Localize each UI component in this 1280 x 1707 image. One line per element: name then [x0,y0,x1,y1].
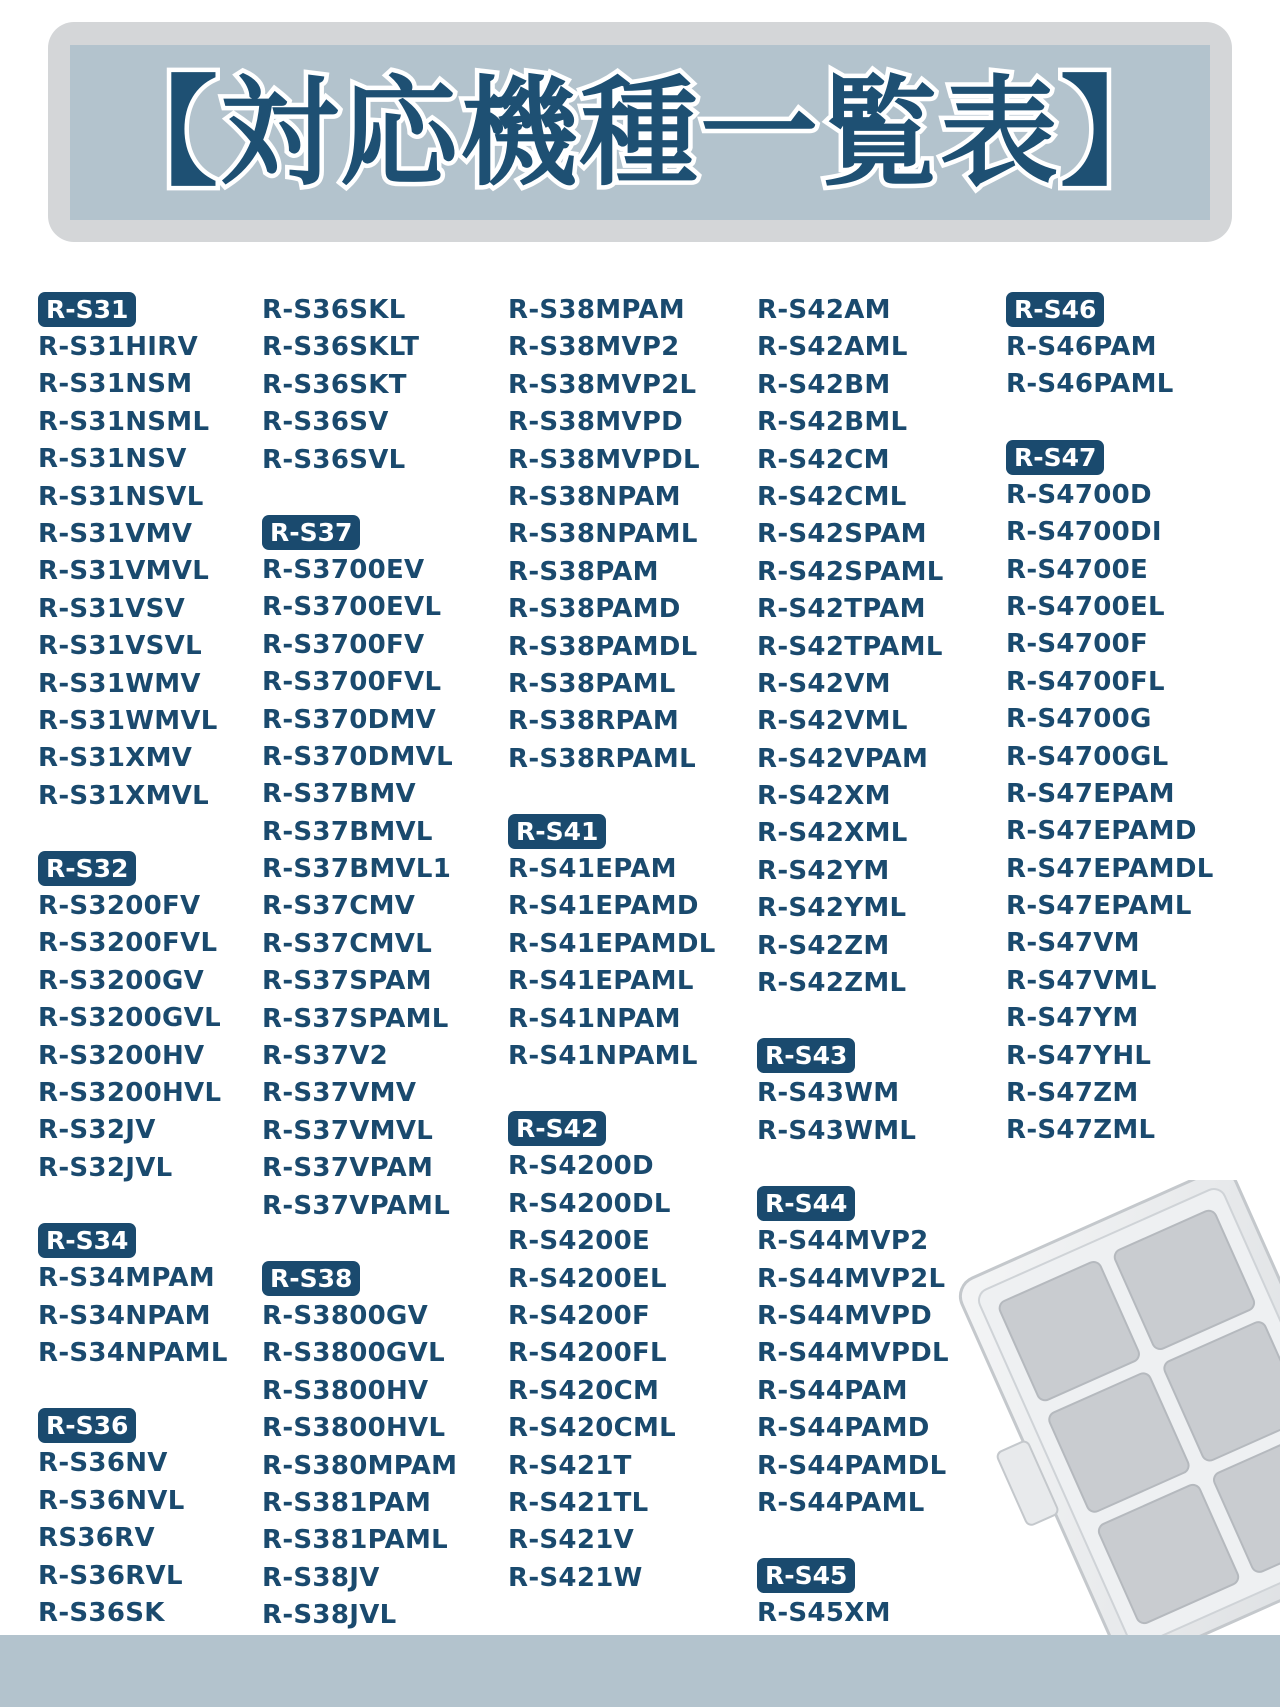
model-item: R-S4200D [508,1151,654,1182]
model-item: R-S381PAML [262,1525,449,1556]
model-item: R-S34NPAML [38,1337,228,1368]
model-item: R-S42VML [757,706,908,737]
model-item: R-S36NVL [38,1485,185,1516]
model-item: R-S42XML [757,818,908,849]
model-item: R-S420CML [508,1413,677,1444]
model-item: R-S42TPAM [757,594,926,625]
model-item: R-S31WMVL [38,705,218,736]
model-group [262,292,457,479]
model-item: R-S46PAM [1006,332,1157,362]
model-group [38,851,228,1187]
model-item: R-S421TL [508,1487,649,1518]
model-group [262,515,457,1225]
series-badge: R-S31 [38,292,136,327]
model-item: R-S38MVPD [508,407,684,438]
model-item: R-S44MVPD [757,1300,933,1331]
model-item: R-S38JVL [262,1600,397,1631]
model-item: R-S421W [508,1562,643,1593]
model-item: R-S37V2 [262,1041,389,1072]
model-item: R-S47YHL [1006,1040,1152,1071]
model-item: R-S37CMV [262,891,416,922]
model-item: R-S3700EV [262,554,425,585]
model-item: R-S4200EL [508,1263,667,1294]
model-item: R-S4700G [1006,704,1152,735]
model-item: R-S4200DL [508,1188,671,1219]
series-badge: R-S37 [262,515,360,550]
model-item: R-S370DMV [262,704,437,735]
model-item: R-S31NSVL [38,481,204,512]
model-item: R-S3800HVL [262,1413,446,1444]
model-item: R-S36SKT [262,369,407,400]
model-item: R-S41EPAMD [508,891,699,922]
model-item: R-S42VM [757,668,891,699]
column-3 [508,292,716,1633]
model-item: R-S42SPAML [757,556,944,587]
model-group [262,1261,457,1635]
model-item: R-S3800GVL [262,1338,445,1369]
model-item: R-S37VPAML [262,1190,451,1221]
model-item: R-S31VSVL [38,631,202,662]
series-badge: R-S36 [38,1408,136,1443]
series-badge: R-S42 [508,1111,606,1146]
model-item: R-S31HIRV [38,332,198,362]
model-group [508,292,716,778]
model-item: R-S37BMVL1 [262,854,452,885]
model-item: R-S36SVL [262,444,406,475]
model-group [757,1186,949,1522]
water-filter-cartridge-image [945,1180,1280,1635]
model-item: R-S38PAMDL [508,631,698,662]
model-item: R-S3200HV [38,1040,205,1071]
model-item: RS36RV [38,1523,155,1554]
model-item: R-S38MVP2L [508,369,697,400]
model-item: R-S46PAML [1006,369,1174,400]
model-group [38,1408,228,1632]
model-item: R-S4700D [1006,479,1152,510]
model-item: R-S34NPAM [38,1300,211,1331]
model-item: R-S41NPAM [508,1003,681,1034]
column-2 [262,292,457,1671]
model-item: R-S43WM [757,1078,900,1109]
model-item: R-S37SPAM [262,966,432,997]
bottom-band [0,1635,1280,1707]
model-item: R-S37VMV [262,1078,417,1109]
model-group [38,1223,228,1372]
model-item: R-S42ZM [757,930,890,961]
model-item: R-S34MPAM [38,1263,215,1294]
model-item: R-S36SV [262,407,389,438]
model-item: R-S3700FV [262,629,425,660]
model-item: R-S42CML [757,481,907,512]
model-group [757,292,949,1002]
model-item: R-S31WMV [38,668,201,699]
model-item: R-S31XMVL [38,780,210,811]
model-item: R-S44MVP2L [757,1263,946,1294]
model-item: R-S44PAMDL [757,1450,947,1481]
model-item: R-S421T [508,1450,632,1481]
model-item: R-S37BMVL [262,816,433,847]
model-item: R-S44PAM [757,1375,908,1406]
model-item: R-S3200FVL [38,928,218,959]
model-item: R-S47VM [1006,928,1140,959]
model-item: R-S44MVP2 [757,1226,929,1257]
model-item: R-S3200HVL [38,1078,222,1109]
model-item: R-S31NSM [38,369,193,400]
model-item: R-S47ZM [1006,1078,1139,1109]
model-item: R-S31VMVL [38,556,210,587]
model-item: R-S3800GV [262,1300,429,1331]
model-item: R-S4700GL [1006,741,1169,772]
model-item: R-S38NPAML [508,519,698,550]
model-item: R-S42BML [757,407,908,438]
model-item: R-S31VSV [38,593,186,624]
model-item: R-S37CMVL [262,928,433,959]
model-group [757,1038,949,1150]
model-item: R-S4700FL [1006,666,1165,697]
model-item: R-S4700EL [1006,591,1165,622]
model-item: R-S3200GV [38,965,205,996]
model-item: R-S421V [508,1525,635,1556]
model-item: R-S31VMV [38,518,193,549]
series-badge: R-S38 [262,1261,360,1296]
model-item: R-S42CM [757,444,890,475]
model-item: R-S42BM [757,369,891,400]
model-group [38,292,228,815]
model-item: R-S32JV [38,1115,156,1146]
model-item: R-S42SPAM [757,519,927,550]
model-item: R-S3800HV [262,1375,429,1406]
title-panel [70,45,1210,220]
series-badge: R-S41 [508,814,606,849]
series-badge: R-S32 [38,851,136,886]
model-item: R-S47VML [1006,965,1157,996]
model-item: R-S31NSV [38,444,187,475]
model-item: R-S38MVPDL [508,444,700,475]
model-item: R-S38JV [262,1562,380,1593]
series-badge: R-S34 [38,1223,136,1258]
model-item: R-S36NV [38,1448,168,1479]
model-item: R-S36SKLT [262,332,420,363]
model-item: R-S44PAMD [757,1413,930,1444]
model-item: R-S37VMVL [262,1115,434,1146]
model-item: R-S42YML [757,893,907,924]
model-item: R-S38RPAM [508,706,680,737]
model-item: R-S47EPAMDL [1006,853,1214,884]
model-item: R-S44PAML [757,1487,925,1518]
model-item: R-S3700FVL [262,667,442,698]
model-item: R-S31XMV [38,743,193,774]
model-item: R-S32JVL [38,1152,173,1183]
model-item: R-S38PAMD [508,594,681,625]
model-item: R-S47EPAMD [1006,816,1197,847]
model-item: R-S42XM [757,781,891,812]
model-item: R-S38PAML [508,668,676,699]
model-item: R-S37SPAML [262,1003,449,1034]
model-item: R-S38NPAM [508,481,681,512]
series-badge: R-S43 [757,1038,855,1073]
model-item: R-S43WML [757,1115,917,1146]
model-item: R-S38PAM [508,556,659,587]
series-badge: R-S46 [1006,292,1104,327]
model-item: R-S41NPAML [508,1041,698,1072]
model-item: R-S36RVL [38,1560,183,1591]
model-item: R-S4200F [508,1300,651,1331]
model-item: R-S380MPAM [262,1450,458,1481]
model-item: R-S41EPAML [508,966,694,997]
model-item: R-S38MPAM [508,295,685,325]
model-item: R-S370DMVL [262,741,453,772]
series-badge: R-S47 [1006,440,1104,475]
series-badge: R-S45 [757,1558,855,1593]
model-item: R-S41EPAM [508,854,677,885]
model-item: R-S4200E [508,1226,651,1257]
page-title: 【対応機種一覧表】 [99,63,1180,202]
model-item: R-S37BMV [262,779,416,810]
model-group [508,814,716,1075]
model-item: R-S4700F [1006,629,1149,660]
model-item: R-S47EPAML [1006,891,1192,922]
model-item: R-S4700E [1006,554,1149,585]
model-item: R-S42TPAML [757,631,943,662]
model-item: R-S38MVP2 [508,332,680,363]
model-item: R-S47YM [1006,1003,1139,1034]
model-item: R-S3200GVL [38,1003,221,1034]
model-item: R-S42YM [757,855,890,886]
model-item: R-S3700EVL [262,592,442,623]
model-item: R-S44MVPDL [757,1338,949,1369]
model-item: R-S36SK [38,1597,165,1628]
model-item: R-S38RPAML [508,743,696,774]
model-item: R-S42AML [757,332,908,363]
model-group [1006,440,1214,1150]
model-item: R-S42AM [757,295,891,325]
model-item: R-S420CM [508,1375,660,1406]
model-item: R-S42ZML [757,968,907,999]
model-item: R-S42VPAM [757,743,929,774]
model-item: R-S31NSML [38,406,210,437]
model-group [508,1111,716,1597]
model-item: R-S47ZML [1006,1115,1156,1146]
model-item: R-S381PAM [262,1487,432,1518]
model-item: R-S37VPAM [262,1153,434,1184]
column-4 [757,292,949,1706]
series-badge: R-S44 [757,1186,855,1221]
model-item: R-S47EPAM [1006,778,1175,809]
column-1 [38,292,228,1668]
model-item: R-S36SKL [262,295,406,325]
model-group [1006,292,1214,404]
model-item: R-S45XM [757,1598,891,1629]
model-item: R-S4700DI [1006,517,1162,548]
model-item: R-S4200FL [508,1338,667,1369]
model-item: R-S41EPAMDL [508,928,716,959]
model-item: R-S3200FV [38,891,201,922]
column-5 [1006,292,1214,1186]
